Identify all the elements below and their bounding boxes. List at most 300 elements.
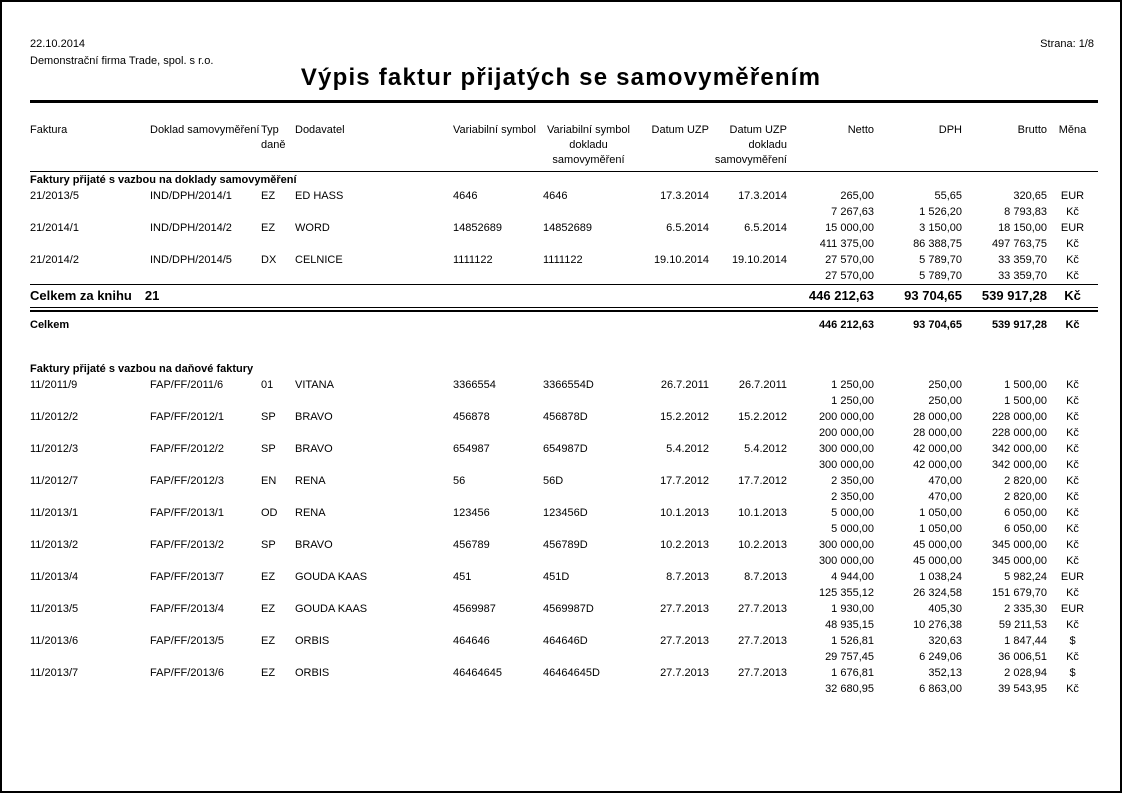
cell-netto: 1 676,81 (831, 667, 874, 679)
cell-converted-dph: 6 863,00 (919, 683, 962, 695)
cell-empty (709, 204, 787, 220)
cell-empty (634, 521, 709, 537)
cell-converted-dph: 42 000,00 (913, 459, 962, 471)
cell-mena: Kč (1066, 411, 1079, 423)
cell-typ_dane: EN (261, 475, 277, 487)
cell-converted-netto: 32 680,95 (825, 683, 874, 695)
invoice-row-home-currency (30, 617, 1098, 633)
cell-faktura: 11/2013/6 (30, 635, 79, 647)
cell-netto: 4 944,00 (831, 571, 874, 583)
cell-netto: 200 000,00 (818, 411, 874, 423)
cell-empty (295, 521, 453, 537)
cell-datum_uzp_dokladu: 27.7.2013 (738, 603, 787, 615)
section-heading-row (30, 336, 1098, 377)
cell-datum_uzp: 10.1.2013 (660, 507, 709, 519)
cell-converted-mena: Kč (1066, 587, 1079, 599)
invoice-row-home-currency (30, 681, 1098, 697)
cell-empty (453, 393, 543, 409)
cell-variabilni_symbol_dokladu: 1111122 (543, 254, 583, 266)
cell-empty (543, 521, 634, 537)
cell-datum_uzp: 17.7.2012 (660, 475, 709, 487)
cell-converted-netto: 29 757,45 (825, 651, 874, 663)
column-header: Variabilní symbol (453, 102, 543, 172)
cell-converted-dph: 86 388,75 (913, 238, 962, 250)
cell-converted-netto: 200 000,00 (818, 427, 874, 439)
cell-dph: 1 038,24 (919, 571, 962, 583)
cell-empty (295, 489, 453, 505)
cell-dph: 405,30 (928, 603, 962, 615)
cell-typ_dane: EZ (261, 603, 276, 615)
cell-empty (709, 457, 787, 473)
cell-empty (150, 204, 261, 220)
cell-dodavatel: GOUDA KAAS (295, 603, 368, 615)
cell-empty (261, 649, 295, 665)
cell-brutto: 2 820,00 (1004, 475, 1047, 487)
cell-typ_dane: OD (261, 507, 278, 519)
cell-converted-mena: Kč (1066, 206, 1079, 218)
cell-datum_uzp: 27.7.2013 (660, 635, 709, 647)
cell-dph: 55,65 (934, 190, 962, 202)
cell-brutto: 345 000,00 (991, 539, 1047, 551)
cell-typ_dane: EZ (261, 667, 276, 679)
cell-dph: 42 000,00 (913, 443, 962, 455)
cell-variabilni_symbol_dokladu: 46464645D (543, 667, 600, 679)
invoice-row-home-currency (30, 521, 1098, 537)
cell-dodavatel: BRAVO (295, 443, 333, 455)
cell-netto: 265,00 (840, 190, 874, 202)
cell-datum_uzp_dokladu: 17.3.2014 (738, 190, 787, 202)
cell-variabilni_symbol_dokladu: 123456D (543, 507, 588, 519)
cell-typ_dane: DX (261, 254, 277, 266)
cell-empty (709, 617, 787, 633)
total-dph: 93 704,65 (874, 285, 962, 308)
cell-empty (453, 521, 543, 537)
report-date: 22.10.2014 (30, 38, 86, 50)
cell-empty (709, 489, 787, 505)
cell-variabilni_symbol_dokladu: 56D (543, 475, 564, 487)
cell-converted-netto: 125 355,12 (818, 587, 874, 599)
cell-empty (543, 649, 634, 665)
invoice-row-home-currency (30, 425, 1098, 441)
cell-empty (634, 204, 709, 220)
cell-empty (709, 553, 787, 569)
cell-typ_dane: SP (261, 411, 276, 423)
cell-empty (30, 457, 150, 473)
table-header-row (30, 102, 1098, 172)
cell-doklad_samovymereni: FAP/FF/2013/4 (150, 603, 224, 615)
cell-brutto: 228 000,00 (991, 411, 1047, 423)
cell-converted-netto: 5 000,00 (831, 523, 874, 535)
cell-empty (261, 236, 295, 252)
cell-empty (634, 457, 709, 473)
column-header: Faktura (30, 102, 150, 172)
invoice-row-home-currency (30, 393, 1098, 409)
cell-typ_dane: EZ (261, 635, 276, 647)
cell-converted-mena: Kč (1066, 459, 1079, 471)
cell-netto: 5 000,00 (831, 507, 874, 519)
cell-empty (543, 489, 634, 505)
cell-converted-dph: 1 526,20 (919, 206, 962, 218)
cell-empty (30, 489, 150, 505)
cell-dodavatel: CELNICE (295, 254, 343, 266)
cell-empty (634, 553, 709, 569)
cell-empty (30, 393, 150, 409)
cell-empty (295, 268, 453, 285)
cell-datum_uzp_dokladu: 5.4.2012 (744, 443, 787, 455)
cell-converted-brutto: 1 500,00 (1004, 395, 1047, 407)
invoice-row-home-currency (30, 553, 1098, 569)
cell-faktura: 11/2013/1 (30, 507, 79, 519)
cell-doklad_samovymereni: FAP/FF/2013/7 (150, 571, 224, 583)
cell-empty (295, 204, 453, 220)
cell-empty (453, 553, 543, 569)
cell-doklad_samovymereni: FAP/FF/2013/5 (150, 635, 224, 647)
cell-variabilni_symbol_dokladu: 4646 (543, 190, 568, 202)
cell-converted-mena: Kč (1066, 683, 1079, 695)
cell-converted-brutto: 151 679,70 (991, 587, 1047, 599)
cell-datum_uzp_dokladu: 17.7.2012 (738, 475, 787, 487)
cell-mena: EUR (1060, 222, 1085, 234)
cell-empty (261, 457, 295, 473)
cell-dph: 5 789,70 (919, 254, 962, 266)
cell-converted-dph: 10 276,38 (913, 619, 962, 631)
cell-empty (30, 521, 150, 537)
cell-variabilni_symbol_dokladu: 3366554D (543, 379, 594, 391)
cell-converted-brutto: 345 000,00 (991, 555, 1047, 567)
cell-empty (261, 521, 295, 537)
cell-variabilni_symbol: 451 (453, 571, 472, 583)
cell-empty (453, 617, 543, 633)
cell-doklad_samovymereni: FAP/FF/2011/6 (150, 379, 224, 391)
cell-empty (634, 585, 709, 601)
invoice-row (30, 220, 1098, 236)
section-heading-row (30, 172, 1098, 189)
cell-converted-netto: 300 000,00 (818, 555, 874, 567)
cell-dph: 45 000,00 (913, 539, 962, 551)
cell-dph: 352,13 (928, 667, 962, 679)
cell-variabilni_symbol: 46464645 (453, 667, 502, 679)
cell-faktura: 11/2012/2 (30, 411, 79, 423)
cell-empty (295, 393, 453, 409)
cell-datum_uzp_dokladu: 27.7.2013 (738, 667, 787, 679)
cell-variabilni_symbol_dokladu: 654987D (543, 443, 588, 455)
cell-converted-dph: 45 000,00 (913, 555, 962, 567)
invoice-row (30, 633, 1098, 649)
cell-converted-dph: 6 249,06 (919, 651, 962, 663)
cell-datum_uzp: 15.2.2012 (660, 411, 709, 423)
cell-typ_dane: EZ (261, 190, 276, 202)
cell-converted-netto: 7 267,63 (831, 206, 874, 218)
total-netto: 446 212,63 (787, 285, 874, 308)
book-total-row (30, 285, 1098, 308)
cell-empty (543, 585, 634, 601)
cell-empty (295, 649, 453, 665)
cell-doklad_samovymereni: FAP/FF/2012/1 (150, 411, 224, 423)
invoice-row-home-currency (30, 236, 1098, 252)
invoice-row (30, 505, 1098, 521)
cell-empty (709, 268, 787, 285)
cell-datum_uzp: 8.7.2013 (666, 571, 709, 583)
total-mena: Kč (1047, 285, 1098, 308)
cell-empty (543, 393, 634, 409)
column-header: Měna (1047, 102, 1098, 172)
cell-converted-brutto: 8 793,83 (1004, 206, 1047, 218)
grand-total-brutto: 539 917,28 (991, 319, 1047, 331)
section-heading: Faktury přijaté s vazbou na daňové faktury (30, 363, 254, 375)
cell-empty (634, 649, 709, 665)
cell-empty (709, 393, 787, 409)
cell-datum_uzp_dokladu: 8.7.2013 (744, 571, 787, 583)
cell-empty (150, 617, 261, 633)
cell-netto: 27 570,00 (825, 254, 874, 266)
cell-dodavatel: BRAVO (295, 411, 333, 423)
cell-empty (453, 649, 543, 665)
cell-empty (634, 489, 709, 505)
cell-typ_dane: 01 (261, 379, 274, 391)
invoice-row (30, 473, 1098, 489)
cell-datum_uzp: 17.3.2014 (660, 190, 709, 202)
cell-datum_uzp_dokladu: 10.1.2013 (738, 507, 787, 519)
company-name: Demonstrační firma Trade, spol. s r.o. (30, 55, 214, 67)
cell-empty (295, 585, 453, 601)
cell-mena: Kč (1066, 443, 1079, 455)
cell-faktura: 11/2013/4 (30, 571, 79, 583)
cell-converted-brutto: 228 000,00 (991, 427, 1047, 439)
cell-faktura: 11/2011/9 (30, 379, 78, 391)
cell-datum_uzp: 5.4.2012 (666, 443, 709, 455)
cell-netto: 1 930,00 (831, 603, 874, 615)
invoice-row (30, 377, 1098, 393)
invoice-row (30, 409, 1098, 425)
cell-converted-netto: 27 570,00 (825, 270, 874, 282)
cell-faktura: 11/2013/7 (30, 667, 79, 679)
cell-empty (150, 457, 261, 473)
cell-faktura: 21/2014/1 (30, 222, 79, 234)
cell-datum_uzp: 27.7.2013 (660, 603, 709, 615)
cell-empty (453, 457, 543, 473)
cell-variabilni_symbol_dokladu: 456789D (543, 539, 588, 551)
column-header: Variabilní symbol dokladu samovyměření (543, 102, 634, 172)
cell-dph: 250,00 (928, 379, 962, 391)
cell-typ_dane: EZ (261, 222, 276, 234)
invoice-row (30, 441, 1098, 457)
cell-doklad_samovymereni: IND/DPH/2014/5 (150, 254, 232, 266)
cell-converted-mena: Kč (1066, 523, 1079, 535)
cell-empty (709, 425, 787, 441)
cell-variabilni_symbol: 14852689 (453, 222, 502, 234)
cell-empty (634, 268, 709, 285)
cell-datum_uzp_dokladu: 27.7.2013 (738, 635, 787, 647)
invoice-row (30, 665, 1098, 681)
cell-mena: $ (1069, 667, 1076, 679)
cell-empty (261, 268, 295, 285)
cell-empty (261, 204, 295, 220)
cell-variabilni_symbol: 654987 (453, 443, 490, 455)
cell-empty (543, 204, 634, 220)
cell-dodavatel: RENA (295, 475, 326, 487)
cell-empty (150, 585, 261, 601)
cell-empty (150, 553, 261, 569)
column-header: Typ daně (261, 102, 295, 172)
invoice-row-home-currency (30, 585, 1098, 601)
grand-total-dph: 93 704,65 (913, 319, 962, 331)
cell-doklad_samovymereni: FAP/FF/2013/2 (150, 539, 224, 551)
cell-empty (150, 425, 261, 441)
cell-converted-brutto: 342 000,00 (991, 459, 1047, 471)
cell-datum_uzp_dokladu: 19.10.2014 (731, 254, 787, 266)
grand-total-row (30, 311, 1098, 336)
cell-faktura: 11/2013/2 (30, 539, 79, 551)
cell-variabilni_symbol_dokladu: 14852689 (543, 222, 592, 234)
cell-empty (543, 425, 634, 441)
cell-empty (150, 393, 261, 409)
cell-empty (453, 425, 543, 441)
cell-converted-netto: 48 935,15 (825, 619, 874, 631)
cell-doklad_samovymereni: FAP/FF/2013/6 (150, 667, 224, 679)
cell-dodavatel: VITANA (295, 379, 334, 391)
cell-empty (30, 236, 150, 252)
cell-variabilni_symbol: 56 (453, 475, 466, 487)
cell-converted-brutto: 39 543,95 (998, 683, 1047, 695)
column-header: Datum UZP dokladu samovyměření (709, 102, 787, 172)
cell-variabilni_symbol: 1111122 (453, 254, 493, 266)
invoice-row-home-currency (30, 649, 1098, 665)
cell-dodavatel: ED HASS (295, 190, 344, 202)
cell-empty (709, 649, 787, 665)
cell-empty (30, 681, 150, 697)
cell-brutto: 320,65 (1013, 190, 1047, 202)
cell-netto: 1 526,81 (831, 635, 874, 647)
total-brutto: 539 917,28 (962, 285, 1047, 308)
cell-converted-netto: 411 375,00 (819, 238, 874, 250)
cell-empty (261, 585, 295, 601)
page-number: Strana: 1/8 (1040, 38, 1094, 50)
cell-empty (709, 681, 787, 697)
cell-empty (295, 425, 453, 441)
cell-converted-dph: 470,00 (928, 491, 962, 503)
invoice-row (30, 252, 1098, 268)
cell-converted-brutto: 36 006,51 (998, 651, 1047, 663)
cell-converted-netto: 2 350,00 (831, 491, 874, 503)
grand-total-label: Celkem (30, 319, 70, 331)
cell-mena: Kč (1066, 507, 1079, 519)
cell-doklad_samovymereni: IND/DPH/2014/1 (150, 190, 232, 202)
cell-empty (453, 681, 543, 697)
invoice-row-home-currency (30, 489, 1098, 505)
cell-converted-mena: Kč (1066, 619, 1079, 631)
cell-empty (261, 425, 295, 441)
cell-variabilni_symbol: 456878 (453, 411, 490, 423)
cell-brutto: 18 150,00 (998, 222, 1047, 234)
cell-typ_dane: SP (261, 539, 276, 551)
cell-empty (453, 585, 543, 601)
cell-empty (634, 236, 709, 252)
cell-empty (30, 425, 150, 441)
invoice-row-home-currency (30, 457, 1098, 473)
cell-empty (261, 681, 295, 697)
column-header: Doklad samovyměření (150, 102, 261, 172)
cell-converted-brutto: 33 359,70 (998, 270, 1047, 282)
cell-converted-mena: Kč (1066, 651, 1079, 663)
cell-empty (150, 649, 261, 665)
cell-converted-mena: Kč (1066, 427, 1079, 439)
invoice-row (30, 601, 1098, 617)
cell-variabilni_symbol_dokladu: 4569987D (543, 603, 594, 615)
cell-netto: 300 000,00 (818, 539, 874, 551)
cell-empty (709, 585, 787, 601)
cell-empty (453, 204, 543, 220)
cell-converted-mena: Kč (1066, 395, 1079, 407)
cell-datum_uzp_dokladu: 6.5.2014 (744, 222, 787, 234)
cell-dodavatel: GOUDA KAAS (295, 571, 368, 583)
cell-empty (295, 617, 453, 633)
invoice-row (30, 188, 1098, 204)
cell-empty (543, 553, 634, 569)
cell-typ_dane: SP (261, 443, 276, 455)
cell-brutto: 2 335,30 (1004, 603, 1047, 615)
cell-datum_uzp: 27.7.2013 (660, 667, 709, 679)
cell-empty (150, 489, 261, 505)
cell-empty (261, 489, 295, 505)
cell-empty (453, 268, 543, 285)
cell-empty (543, 457, 634, 473)
cell-datum_uzp: 6.5.2014 (666, 222, 709, 234)
cell-empty (261, 617, 295, 633)
cell-faktura: 11/2012/7 (30, 475, 79, 487)
cell-brutto: 2 028,94 (1004, 667, 1047, 679)
cell-empty (634, 681, 709, 697)
cell-empty (30, 617, 150, 633)
cell-variabilni_symbol: 464646 (453, 635, 490, 647)
cell-doklad_samovymereni: IND/DPH/2014/2 (150, 222, 232, 234)
cell-brutto: 5 982,24 (1004, 571, 1047, 583)
column-header: DPH (874, 102, 962, 172)
invoice-table (30, 100, 1098, 697)
cell-netto: 15 000,00 (825, 222, 874, 234)
cell-empty (30, 649, 150, 665)
cell-mena: EUR (1060, 571, 1085, 583)
cell-netto: 2 350,00 (831, 475, 874, 487)
cell-mena: Kč (1066, 539, 1079, 551)
cell-empty (261, 393, 295, 409)
cell-empty (295, 236, 453, 252)
cell-converted-brutto: 6 050,00 (1004, 523, 1047, 535)
cell-empty (150, 681, 261, 697)
cell-datum_uzp_dokladu: 10.2.2013 (738, 539, 787, 551)
cell-dodavatel: RENA (295, 507, 326, 519)
cell-mena: Kč (1066, 379, 1079, 391)
cell-variabilni_symbol: 456789 (453, 539, 490, 551)
cell-typ_dane: EZ (261, 571, 276, 583)
invoice-row-home-currency (30, 204, 1098, 220)
cell-empty (150, 521, 261, 537)
column-header: Dodavatel (295, 102, 453, 172)
cell-brutto: 1 500,00 (1004, 379, 1047, 391)
cell-empty (634, 425, 709, 441)
cell-empty (30, 585, 150, 601)
invoice-row-home-currency (30, 268, 1098, 285)
report-title: Výpis faktur přijatých se samovyměřením (300, 64, 822, 91)
cell-dodavatel: ORBIS (295, 635, 330, 647)
cell-empty (543, 617, 634, 633)
cell-converted-brutto: 2 820,00 (1004, 491, 1047, 503)
column-header: Brutto (962, 102, 1047, 172)
cell-mena: EUR (1060, 190, 1085, 202)
cell-variabilni_symbol: 4569987 (453, 603, 496, 615)
cell-empty (295, 457, 453, 473)
cell-dph: 3 150,00 (919, 222, 962, 234)
cell-mena: Kč (1066, 254, 1079, 266)
